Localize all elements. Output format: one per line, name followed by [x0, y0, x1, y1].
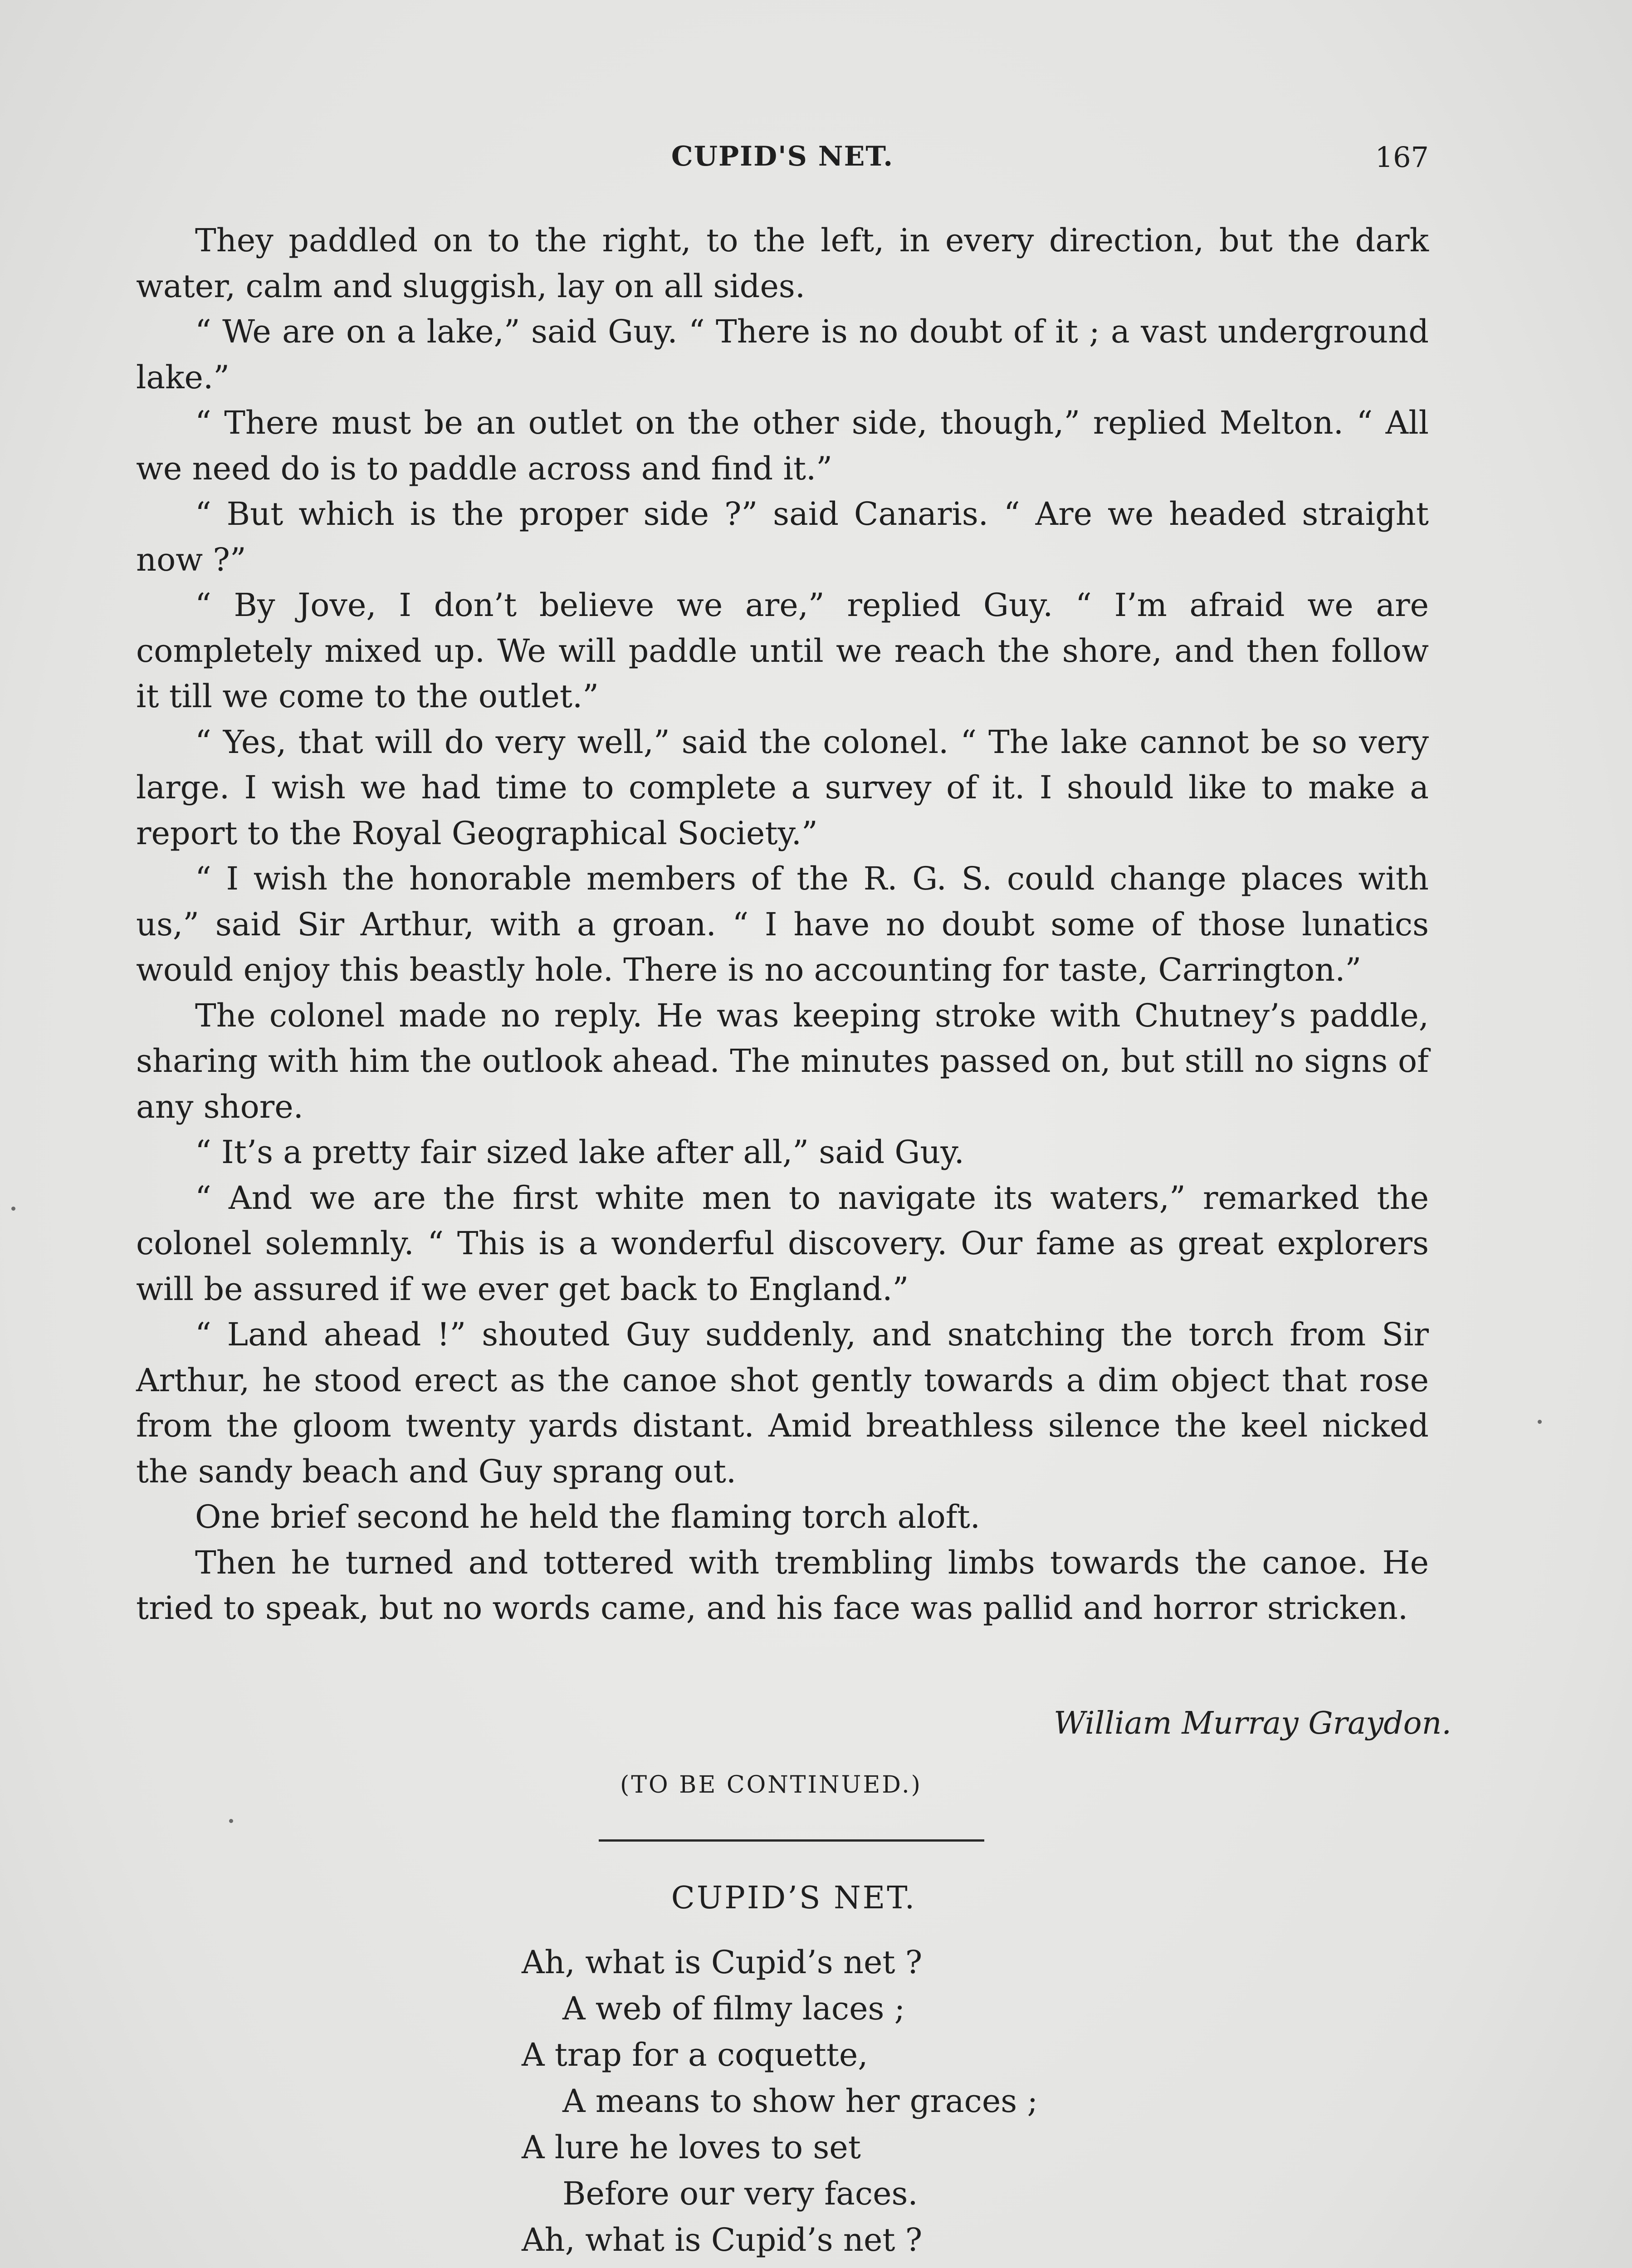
poem-line: A trap for a coquette, [522, 2036, 868, 2073]
poem-title: CUPID’S NET. [671, 1880, 917, 1916]
poem-line: Before our very faces. [562, 2175, 918, 2212]
poem-line: Ah, what is Cupid’s net ? [522, 2221, 923, 2258]
story-paragraph: Then he turned and tottered with trembling limbs towards the canoe. He tried to speak, but no words came, and his face was pallid and horror stricken. [136, 1544, 1429, 1627]
section-divider [599, 1839, 984, 1842]
print-speck [11, 1207, 15, 1211]
poem [522, 1939, 1202, 2268]
story-paragraph: “ It’s a pretty fair sized lake after all,” said Guy. [195, 1134, 964, 1171]
running-head: CUPID'S NET. [671, 141, 894, 172]
poem-line: Ah, what is Cupid’s net ? [522, 1944, 923, 1981]
story-paragraph: They paddled on to the right, to the left, in every direction, but the dark water, calm and sluggish, lay on all sides. [136, 222, 1429, 305]
story-paragraph: The colonel made no reply. He was keeping stroke with Chutney’s paddle, sharing with him the outlook ahead. The minutes passed on, but still no signs of any shore. [136, 997, 1429, 1125]
story-paragraph: “ Yes, that will do very well,” said the colonel. “ The lake cannot be so very large. I wish we had time to complete a survey of it. I should like to make a report to the Royal Geographical Society.” [136, 723, 1429, 852]
page-number: 167 [1375, 141, 1429, 174]
story-paragraph: “ There must be an outlet on the other side, though,” replied Melton. “ All we need do is to paddle across and find it.” [136, 404, 1429, 487]
story-paragraph: “ I wish the honorable members of the R. G. S. could change places with us,” said Sir Arthur, with a groan. “ I have no doubt some of those lunatics would enjoy this beastly hole. There is no accounting for taste, Carrington.” [136, 860, 1429, 988]
story-paragraph: “ By Jove, I don’t believe we are,” replied Guy. “ I’m afraid we are completely mixed up. We will paddle until we reach the shore, and then follow it till we come to the outlet.” [136, 587, 1429, 715]
story-paragraph: One brief second he held the flaming torch aloft. [195, 1498, 980, 1535]
to-be-continued-note: (TO BE CONTINUED.) [620, 1771, 922, 1799]
story-paragraph: “ And we are the first white men to navigate its waters,” remarked the colonel solemnly. “ This is a wonderful discovery. Our fame as great explorers will be assured if we ever get back to England.” [136, 1179, 1429, 1308]
story-paragraph: “ We are on a lake,” said Guy. “ There is no doubt of it ; a vast underground lake.” [136, 313, 1429, 396]
print-speck [229, 1819, 233, 1823]
poem-line [522, 2263, 1202, 2268]
poem-line: A means to show her graces ; [562, 2082, 1038, 2120]
page-header [136, 141, 1429, 191]
story-text [136, 218, 1429, 1631]
poem-line: A lure he loves to set [522, 2129, 861, 2166]
story-paragraph: “ But which is the proper side ?” said Canaris. “ Are we headed straight now ?” [136, 495, 1429, 578]
story-author: William Murray Graydon. [1054, 1706, 1451, 1741]
print-speck [1538, 1420, 1542, 1424]
story-paragraph: “ Land ahead !” shouted Guy suddenly, and snatching the torch from Sir Arthur, he stood erect as the canoe shot gently towards a dim object that rose from the gloom twenty yards distant. Amid breathless silence the keel nicked the sandy beach and Guy sprang out. [136, 1316, 1429, 1490]
poem-line: A web of filmy laces ; [562, 1990, 905, 2027]
